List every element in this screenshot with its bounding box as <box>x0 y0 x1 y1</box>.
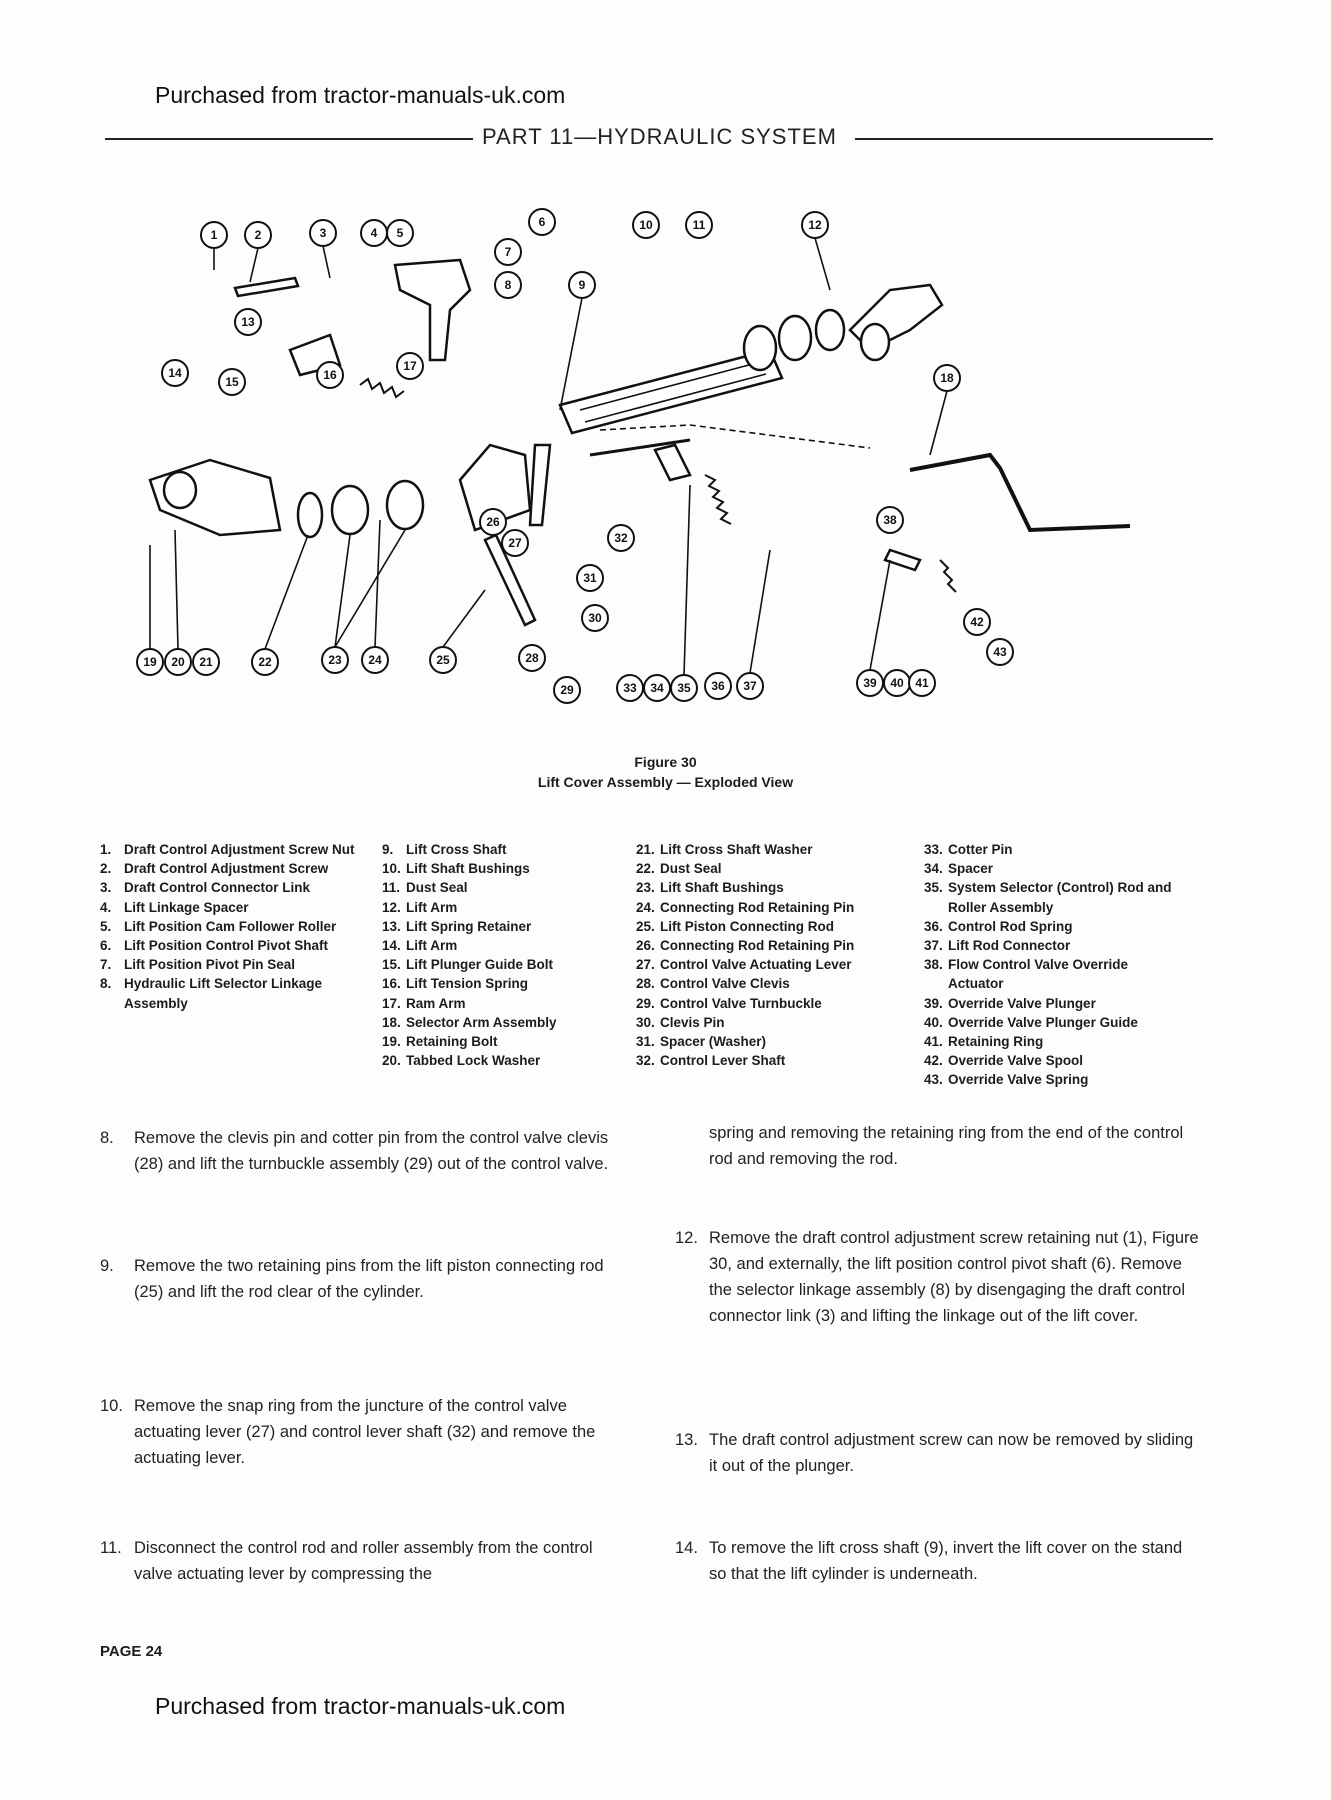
callout-5: 5 <box>396 226 404 240</box>
step-11: 11. Disconnect the control rod and roller assembly from the control valve actuating lever by compressing the <box>100 1539 593 1583</box>
callout-11: 11 <box>692 218 706 232</box>
legend-item: 25. Lift Piston Connecting Rod <box>636 918 834 934</box>
legend-item: 35. System Selector (Control) Rod and Roller Assembly <box>924 880 1172 915</box>
legend-item: 41. Retaining Ring <box>924 1034 1044 1050</box>
legend-column-2 <box>382 840 622 1070</box>
legend-item: 40. Override Valve Plunger Guide <box>924 1014 1138 1030</box>
page-number: PAGE 24 <box>100 1643 163 1660</box>
callout-34: 34 <box>650 681 664 695</box>
callout-43: 43 <box>993 645 1007 659</box>
callout-30: 30 <box>588 611 602 625</box>
callout-42: 42 <box>970 615 984 629</box>
figure-caption: Lift Cover Assembly — Exploded View <box>537 774 794 790</box>
header-rule-left <box>105 138 473 140</box>
callout-3: 3 <box>319 226 327 240</box>
legend-item: 7. Lift Position Pivot Pin Seal <box>100 957 296 973</box>
callout-33: 33 <box>623 681 637 695</box>
legend-item: 22. Dust Seal <box>636 861 722 877</box>
legend-item: 24. Connecting Rod Retaining Pin <box>636 899 855 915</box>
step-14: 14. To remove the lift cross shaft (9), invert the lift cover on the stand so that the lift cylinder is underneath. <box>675 1539 1183 1583</box>
legend-column-3 <box>636 840 901 1070</box>
legend-item: 18. Selector Arm Assembly <box>382 1014 557 1030</box>
legend-item: 37. Lift Rod Connector <box>924 938 1071 954</box>
callout-2: 2 <box>254 228 262 242</box>
legend-item: 30. Clevis Pin <box>636 1014 725 1030</box>
legend-item: 12. Lift Arm <box>382 899 458 915</box>
legend-item: 17. Ram Arm <box>382 995 466 1011</box>
legend-item: 39. Override Valve Plunger <box>924 995 1096 1011</box>
legend-item: 21. Lift Cross Shaft Washer <box>636 842 813 857</box>
callout-41: 41 <box>915 676 929 690</box>
watermark-top: Purchased from tractor-manuals-uk.com <box>155 82 566 108</box>
figure-number: Figure 30 <box>634 754 697 770</box>
legend-item: 23. Lift Shaft Bushings <box>636 880 784 896</box>
callout-21: 21 <box>199 655 213 669</box>
callout-38: 38 <box>883 513 897 527</box>
callout-10: 10 <box>639 218 653 232</box>
callout-23: 23 <box>328 653 342 667</box>
legend-item: 9. Lift Cross Shaft <box>382 842 507 857</box>
callout-12: 12 <box>808 218 822 232</box>
legend-item: 32. Control Lever Shaft <box>636 1053 786 1069</box>
header-rule-right <box>855 138 1213 140</box>
callout-15: 15 <box>225 375 239 389</box>
callout-40: 40 <box>890 676 904 690</box>
callout-17: 17 <box>403 359 417 373</box>
callout-25: 25 <box>436 653 450 667</box>
callout-27: 27 <box>508 536 522 550</box>
legend-item: 16. Lift Tension Spring <box>382 976 528 992</box>
legend-item: 15. Lift Plunger Guide Bolt <box>382 957 553 973</box>
legend-item: 8. Hydraulic Lift Selector Linkage Assembly <box>100 976 323 1011</box>
legend-item: 14. Lift Arm <box>382 938 458 954</box>
step-11-continued: spring and removing the retaining ring from the end of the control rod and removing the rod. <box>709 1124 1184 1168</box>
legend-item: 31. Spacer (Washer) <box>636 1034 767 1050</box>
callout-26: 26 <box>486 515 500 529</box>
callout-19: 19 <box>143 655 157 669</box>
callout-7: 7 <box>504 245 512 259</box>
watermark-bottom: Purchased from tractor-manuals-uk.com <box>155 1693 566 1719</box>
step-13: 13. The draft control adjustment screw can now be removed by sliding it out of the plunger. <box>675 1431 1194 1475</box>
section-title: PART 11—HYDRAULIC SYSTEM <box>482 124 837 149</box>
callout-6: 6 <box>538 215 546 229</box>
legend-item: 19. Retaining Bolt <box>382 1034 498 1050</box>
legend-item: 26. Connecting Rod Retaining Pin <box>636 938 855 954</box>
legend-item: 34. Spacer <box>924 861 994 877</box>
legend-item: 13. Lift Spring Retainer <box>382 918 532 934</box>
callout-37: 37 <box>743 679 757 693</box>
callout-18: 18 <box>940 371 954 385</box>
callout-22: 22 <box>258 655 272 669</box>
legend-item: 11. Dust Seal <box>382 880 468 896</box>
legend-item: 27. Control Valve Actuating Lever <box>636 957 852 973</box>
callout-20: 20 <box>171 655 185 669</box>
legend-item: 2. Draft Control Adjustment Screw <box>100 861 329 877</box>
legend-item: 36. Control Rod Spring <box>924 918 1073 934</box>
callout-35: 35 <box>677 681 691 695</box>
callout-31: 31 <box>583 571 597 585</box>
legend-item: 4. Lift Linkage Spacer <box>100 899 249 915</box>
legend-column-1 <box>100 840 355 1013</box>
legend-item: 10. Lift Shaft Bushings <box>382 861 530 877</box>
step-10: 10. Remove the snap ring from the juncture of the control valve actuating lever (27) and control lever shaft (32) and remove the actuating lever. <box>100 1397 596 1467</box>
callout-29: 29 <box>560 683 574 697</box>
legend-item: 28. Control Valve Clevis <box>636 976 790 992</box>
callout-1: 1 <box>210 228 218 242</box>
legend-item: 20. Tabbed Lock Washer <box>382 1053 541 1069</box>
callout-28: 28 <box>525 651 539 665</box>
step-12: 12. Remove the draft control adjustment screw retaining nut (1), Figure 30, and externally, the lift position control pivot shaft (6). Remove the selector linkage assembly (8) by disengaging the draft control connector link (3) and lifting the linkage out of the lift cover. <box>675 1229 1199 1325</box>
legend-column-4 <box>924 840 1186 1090</box>
step-8: 8. Remove the clevis pin and cotter pin from the control valve clevis (28) and lift the turnbuckle assembly (29) out of the control valve. <box>100 1129 609 1173</box>
lift-cover-exploded-view <box>130 215 1170 710</box>
callout-13: 13 <box>241 315 255 329</box>
callout-16: 16 <box>323 368 337 382</box>
legend-item: 6. Lift Position Control Pivot Shaft <box>100 938 328 954</box>
legend-item: 3. Draft Control Connector Link <box>100 880 310 896</box>
step-9: 9. Remove the two retaining pins from the lift piston connecting rod (25) and lift the rod clear of the cylinder. <box>100 1257 604 1301</box>
callout-14: 14 <box>168 366 182 380</box>
callout-32: 32 <box>614 531 628 545</box>
callout-4: 4 <box>370 226 378 240</box>
legend-item: 1. Draft Control Adjustment Screw Nut <box>100 842 355 857</box>
legend-item: 43. Override Valve Spring <box>924 1072 1089 1088</box>
legend-item: 29. Control Valve Turnbuckle <box>636 995 822 1011</box>
legend-item: 38. Flow Control Valve Override Actuator <box>924 957 1129 992</box>
callout-9: 9 <box>578 278 586 292</box>
legend-item: 33. Cotter Pin <box>924 842 1013 857</box>
legend-item: 42. Override Valve Spool <box>924 1053 1084 1069</box>
callout-39: 39 <box>863 676 877 690</box>
callout-24: 24 <box>368 653 382 667</box>
callout-36: 36 <box>711 679 725 693</box>
legend-item: 5. Lift Position Cam Follower Roller <box>100 918 337 934</box>
callout-8: 8 <box>504 278 512 292</box>
